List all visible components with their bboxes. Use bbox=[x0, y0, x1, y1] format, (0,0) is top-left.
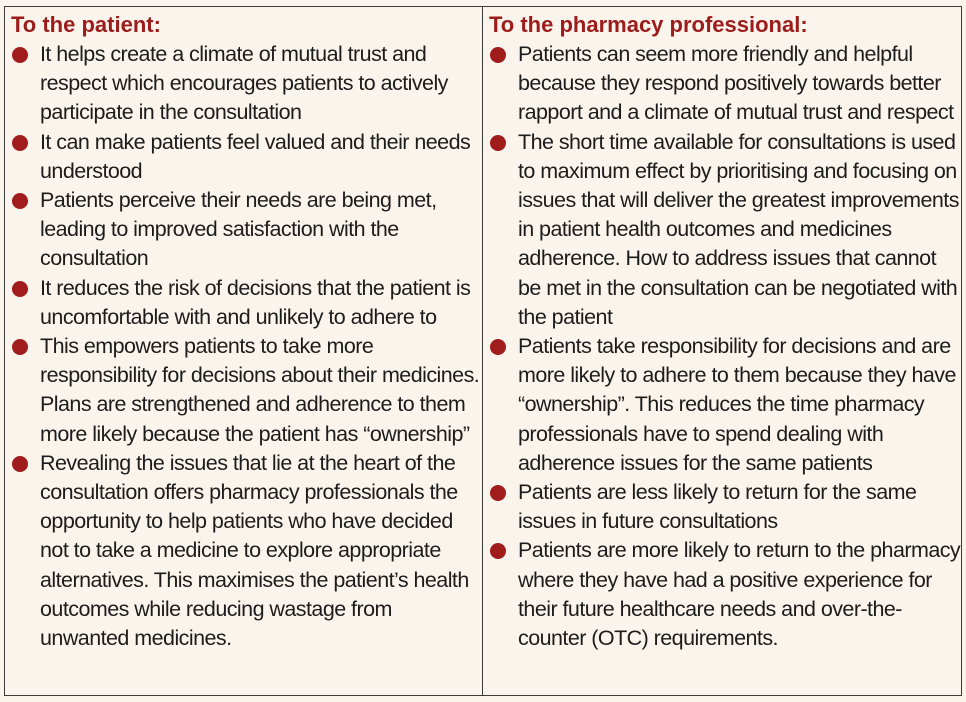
bullet-icon bbox=[12, 135, 28, 151]
professional-heading: To the pharmacy professional: bbox=[489, 12, 808, 37]
list-item-text: Patients can seem more friendly and helpful because they respond positively towards better rapport and a climate of mutual trust and respect bbox=[518, 42, 954, 125]
list-item-text: It helps create a climate of mutual trust and respect which encourages patients to actively participate in the consultation bbox=[40, 42, 448, 125]
list-item bbox=[11, 40, 482, 128]
bullet-icon bbox=[12, 281, 28, 297]
benefits-table bbox=[4, 6, 962, 696]
list-item-text: Patients are more likely to return to the pharmacy where they have had a positive experience for their future healthcare needs and over-the-counter (OTC) requirements. bbox=[518, 538, 961, 651]
list-item bbox=[489, 536, 961, 653]
bullet-icon bbox=[12, 193, 28, 209]
list-item-text: Patients take responsibility for decisions and are more likely to adhere to them because they have “ownership”. This reduces the time pharmacy professionals have to spend dealing with adherence issues for the same patients bbox=[518, 334, 956, 475]
list-item bbox=[11, 128, 482, 186]
list-item bbox=[489, 332, 961, 478]
list-item bbox=[489, 128, 961, 332]
list-item-text: Revealing the issues that lie at the heart of the consultation offers pharmacy professionals the opportunity to help patients who have decided not to take a medicine to explore appropriate alternatives. This maximises the patient’s health outcomes while reducing wastage from unwanted medicines. bbox=[40, 450, 469, 651]
list-item-text: It reduces the risk of decisions that the patient is uncomfortable with and unlikely to adhere to bbox=[40, 275, 471, 329]
bullet-icon bbox=[12, 47, 28, 63]
professional-column bbox=[483, 7, 961, 695]
list-item bbox=[11, 186, 482, 274]
list-item bbox=[11, 449, 482, 653]
patient-list bbox=[11, 40, 482, 653]
list-item-text: Patients perceive their needs are being met, leading to improved satisfaction with the consultation bbox=[40, 188, 437, 271]
list-item-text: Patients are less likely to return for the same issues in future consultations bbox=[518, 480, 917, 534]
patient-heading: To the patient: bbox=[11, 12, 161, 37]
bullet-icon bbox=[12, 339, 28, 355]
bullet-icon bbox=[490, 543, 506, 559]
bullet-icon bbox=[490, 339, 506, 355]
bullet-icon bbox=[12, 456, 28, 472]
bullet-icon bbox=[490, 485, 506, 501]
list-item-text: It can make patients feel valued and their needs understood bbox=[40, 129, 471, 183]
list-item bbox=[489, 40, 961, 128]
list-item-text: The short time available for consultations is used to maximum effect by prioritising and focusing on issues that will deliver the greatest improvements in patient health outcomes and medicines adherence. How to address issues that cannot be met in the consultation can be negotiated with the patient bbox=[518, 129, 959, 329]
list-item bbox=[489, 478, 961, 536]
bullet-icon bbox=[490, 47, 506, 63]
professional-list bbox=[489, 40, 961, 653]
list-item-text: This empowers patients to take more responsibility for decisions about their medicines. Plans are strengthened and adherence to them more likely because the patient has “ownership” bbox=[40, 334, 480, 446]
list-item bbox=[11, 332, 482, 449]
list-item bbox=[11, 274, 482, 332]
bullet-icon bbox=[490, 135, 506, 151]
patient-column bbox=[5, 7, 483, 695]
